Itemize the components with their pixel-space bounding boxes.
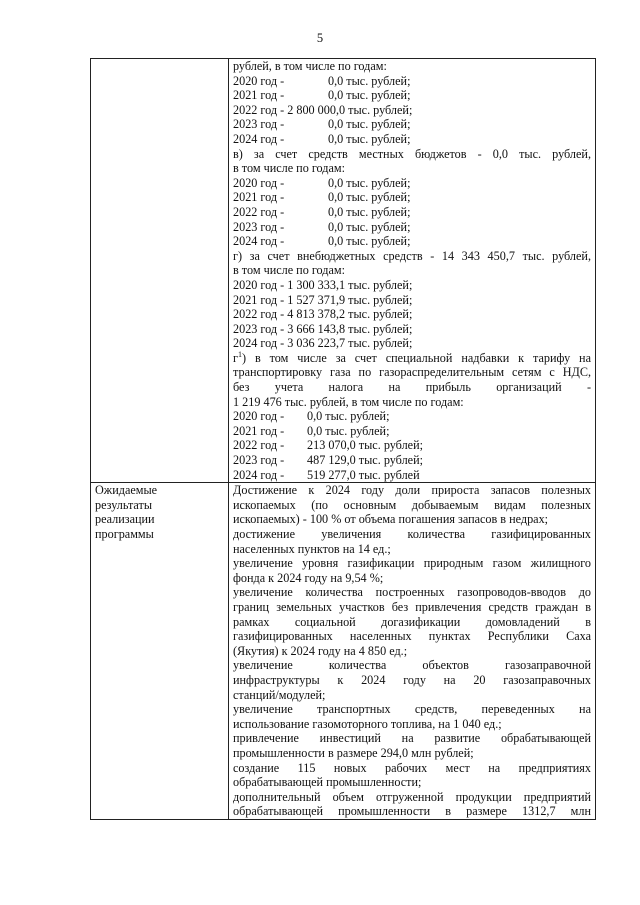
program-passport-table bbox=[90, 58, 596, 820]
year-line: 2021 год - 0,0 тыс. рублей; bbox=[233, 190, 411, 205]
result-line: ископаемых (по основным добываемым видам полезных bbox=[233, 497, 591, 512]
result-line: Достижение к 2024 году доли прироста запасов полезных bbox=[233, 483, 591, 498]
tariff-surcharge-line-4: 1 219 476 тыс. рублей, в том числе по годам: bbox=[233, 394, 464, 409]
result-line: промышленности в размере 294,0 млн рублей; bbox=[233, 745, 474, 760]
year-line: 2020 год - 1 300 333,1 тыс. рублей; bbox=[233, 277, 413, 292]
year-line: 2020 год - 0,0 тыс. рублей; bbox=[233, 175, 411, 190]
result-line: использование газомоторного топлива, на 1 040 ед.; bbox=[233, 716, 502, 731]
result-line: инфраструктуры к 2024 году на 20 газозаправочных bbox=[233, 672, 591, 687]
result-line: фонда к 2024 году на 9,54 %; bbox=[233, 570, 384, 585]
result-line: (Якутия) к 2024 году на 4 850 ед.; bbox=[233, 643, 408, 658]
year-line: 2024 год - 0,0 тыс. рублей; bbox=[233, 131, 411, 146]
year-line: 2021 год - 0,0 тыс. рублей; bbox=[233, 88, 411, 103]
result-line: границ земельных участков без привлечения средств граждан в bbox=[233, 599, 591, 614]
extrabudget-subheading: в том числе по годам: bbox=[233, 263, 345, 278]
result-line: достижение увеличения количества газифицированных bbox=[233, 527, 591, 541]
result-line: увеличение уровня газификации природным газом жилищного bbox=[233, 556, 591, 571]
year-line: 2023 год - 0,0 тыс. рублей; bbox=[233, 117, 411, 132]
financing-cell bbox=[229, 59, 596, 483]
result-line: газифицированных населенных пунктах Республики Саха bbox=[233, 629, 591, 644]
expected-results-label: Ожидаемые результаты реализации программы bbox=[91, 483, 229, 820]
result-line: обрабатывающей промышленности в размере 1312,7 млн bbox=[233, 804, 591, 819]
tariff-surcharge-line-1: $г^1$) в том числе за счет специальной надбавки к тарифу на bbox=[233, 349, 591, 365]
year-line: 2023 год - 3 666 143,8 тыс. рублей; bbox=[233, 321, 413, 336]
result-line: создание 115 новых рабочих мест на предприятиях bbox=[233, 760, 591, 775]
year-line: 2022 год - 213 070,0 тыс. рублей; bbox=[233, 438, 423, 453]
local-budget-subheading: в том числе по годам: bbox=[233, 161, 345, 176]
result-line: увеличение транспортных средств, переведенных на bbox=[233, 702, 591, 717]
year-line: 2022 год - 0,0 тыс. рублей; bbox=[233, 204, 411, 219]
result-line: увеличение количества построенных газопроводов-вводов до bbox=[233, 585, 591, 600]
tariff-surcharge-line-2: транспортировку газа по газораспределительным сетям с НДС, bbox=[233, 365, 591, 380]
table-row-expected-results bbox=[91, 483, 596, 820]
result-line: рамках социальной догазификации домовладений в bbox=[233, 614, 591, 629]
year-line: 2020 год - 0,0 тыс. рублей; bbox=[233, 409, 390, 424]
page-number: 5 bbox=[316, 31, 324, 45]
year-line: 2020 год - 0,0 тыс. рублей; bbox=[233, 73, 411, 88]
year-line: 2024 год - 519 277,0 тыс. рублей bbox=[233, 467, 420, 482]
table-row-financing bbox=[91, 59, 596, 483]
year-line: 2021 год - 0,0 тыс. рублей; bbox=[233, 423, 390, 438]
local-budget-heading: в) за счет средств местных бюджетов - 0,0 тыс. рублей, bbox=[233, 146, 591, 161]
year-line: 2024 год - 0,0 тыс. рублей; bbox=[233, 234, 411, 249]
year-line: 2023 год - 0,0 тыс. рублей; bbox=[233, 219, 411, 234]
extrabudget-heading: г) за счет внебюджетных средств - 14 343 450,7 тыс. рублей, bbox=[233, 248, 591, 263]
result-line: привлечение инвестиций на развитие обрабатывающей bbox=[233, 731, 591, 746]
result-line: населенных пунктов на 14 ед.; bbox=[233, 541, 391, 556]
year-line: 2024 год - 3 036 223,7 тыс. рублей; bbox=[233, 336, 413, 351]
result-line: станций/модулей; bbox=[233, 687, 326, 702]
tariff-surcharge-line-3: без учета налога на прибыль организаций - bbox=[233, 380, 591, 395]
row-label-empty bbox=[91, 59, 229, 483]
year-line: 2022 год - 4 813 378,2 тыс. рублей; bbox=[233, 307, 413, 322]
year-line: 2022 год - 2 800 000,0 тыс. рублей; bbox=[233, 102, 413, 117]
result-line: увеличение количества объектов газозаправочной bbox=[233, 658, 591, 673]
result-line: обрабатывающей промышленности; bbox=[233, 775, 422, 790]
result-line: ископаемых) - 100 % от объема погашения запасов в недрах; bbox=[233, 512, 549, 527]
year-line: 2023 год - 487 129,0 тыс. рублей; bbox=[233, 453, 423, 468]
financing-intro: рублей, в том числе по годам: bbox=[233, 59, 387, 73]
year-line: 2021 год - 1 527 371,9 тыс. рублей; bbox=[233, 292, 413, 307]
expected-results-cell bbox=[229, 483, 596, 820]
result-line: дополнительный объем отгруженной продукции предприятий bbox=[233, 789, 591, 804]
